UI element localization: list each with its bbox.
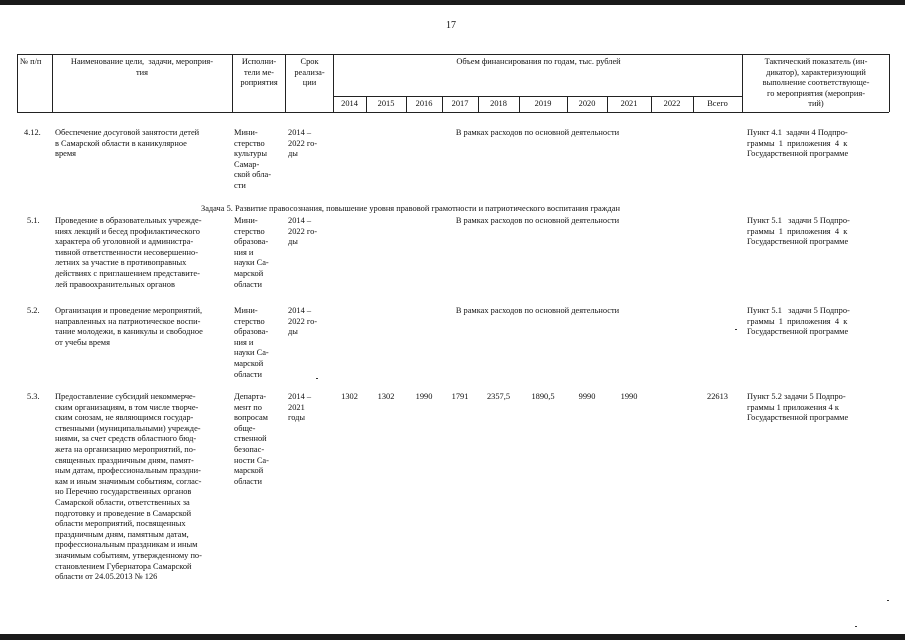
year-header-2019: 2019	[534, 99, 552, 108]
col-divider	[232, 54, 233, 112]
value-2018: 2357,5	[486, 392, 511, 401]
header-num: № п/п	[20, 57, 42, 66]
scan-border-top	[0, 0, 905, 5]
scan-speck	[855, 626, 857, 627]
value-2016: 1990	[415, 392, 433, 401]
row-indicator: Пункт 5.1 задачи 5 Подпро- граммы 1 приложения 4 к Государственной программе	[747, 216, 850, 247]
row-num: 4.12.	[24, 128, 41, 137]
year-header-2020: 2020	[578, 99, 596, 108]
header-bottom-line	[17, 112, 889, 113]
year-header-2014: 2014	[341, 99, 358, 108]
col-divider	[52, 54, 53, 112]
section-heading: Задача 5. Развитие правосознания, повышение уровня правовой грамотности и патриотического воспитания граждан	[201, 204, 620, 213]
col-divider	[742, 54, 743, 112]
row-indicator: Пункт 5.1 задачи 5 Подпро- граммы 1 приложения 4 к Государственной программе	[747, 306, 850, 337]
year-header-2015: 2015	[377, 99, 395, 108]
value-2015: 1302	[377, 392, 395, 401]
row-period: 2014 – 2021 годы	[288, 392, 312, 423]
row-funding-text: В рамках расходов по основной деятельности	[455, 128, 620, 137]
row-name: Предоставление субсидий некоммерче- ским организациям, в том числе творче- ским союзам, не являющимся государ- ственными (муниципальными) учрежде- ниями, за счет средств областного бюд- жета на организацию мероприятий, по- священных праздничным дням, памят- ным датам, профессиональным праздни- кам и иным значимым событиям, соглас- но Перечню государственных органов Самарской области, ответственных за подготовку и проведение в Самарской области мероприятий, посвященных праздничным дням, памятным датам, профессиональным праздникам и иным значимым событиям, утвержденному по- становлением Губернатора Самарской области от 24.05.2013 № 126	[55, 392, 202, 582]
value-2021: 1990	[620, 392, 638, 401]
header-period: Срок реализа- ции	[294, 57, 325, 88]
row-name: Обеспечение досуговой занятости детей в Самарской области в каникулярное время	[55, 128, 200, 159]
header-indicator: Тактический показатель (ин- дикатор), характеризующий выполнение соответствующе- го мероприятия (мероприя- тий)	[762, 57, 870, 109]
header-executor: Исполни- тели ме- роприятия	[240, 57, 278, 88]
row-executor: Мини- стерство образова- ния и науки Са- марской области	[234, 216, 269, 289]
year-header-2017: 2017	[451, 99, 469, 108]
row-executor: Мини- стерство образова- ния и науки Са- марской области	[234, 306, 269, 379]
years-row-top	[333, 96, 742, 97]
value-2017: 1791	[451, 392, 469, 401]
year-header-total: Всего	[707, 99, 728, 108]
row-name: Проведение в образовательных учрежде- ниях лекций и бесед профилактического характера об уголовной и администра- тивной ответственности несовершенно- летних за участие в противоправных действиях с приглашением представите- лей правоохранительных органов	[55, 216, 202, 289]
row-period: 2014 – 2022 го- ды	[288, 128, 318, 159]
row-name: Организация и проведение мероприятий, направленных на патриотическое воспи- тание молодежи, в каникулы и свободное от учебы время	[55, 306, 203, 347]
row-executor: Мини- стерство культуры Самар- ской обла- сти	[234, 128, 272, 190]
row-funding-text: В рамках расходов по основной деятельности	[455, 216, 620, 225]
year-header-2016: 2016	[415, 99, 433, 108]
value-2019: 1890,5	[531, 392, 555, 401]
row-period: 2014 – 2022 го- ды	[288, 216, 318, 247]
year-header-2021: 2021	[620, 99, 638, 108]
row-period: 2014 – 2022 го- ды	[288, 306, 318, 337]
page-number: 17	[446, 20, 456, 31]
year-header-2022: 2022	[663, 99, 681, 108]
value-total: 22613	[707, 392, 728, 401]
col-divider	[285, 54, 286, 112]
scan-speck	[735, 329, 737, 330]
row-executor: Департа- мент по вопросам обще- ственной безопас- ности Са- марской области	[234, 392, 269, 486]
row-num: 5.3.	[27, 392, 40, 401]
table-border-right	[889, 54, 890, 112]
header-funding: Объем финансирования по годам, тыс. рублей	[456, 57, 621, 66]
scan-speck	[316, 378, 318, 379]
table-border-left	[17, 54, 18, 112]
year-header-2018: 2018	[490, 99, 507, 108]
scan-speck	[887, 600, 889, 601]
table-border-top	[17, 54, 889, 55]
value-2020: 9990	[578, 392, 596, 401]
row-num: 5.1.	[27, 216, 40, 225]
scan-border-bottom	[0, 634, 905, 640]
header-name: Наименование цели, задачи, мероприя- тия	[70, 57, 214, 77]
row-funding-text: В рамках расходов по основной деятельности	[455, 306, 620, 315]
value-2014: 1302	[341, 392, 358, 401]
row-indicator: Пункт 5.2 задачи 5 Подпро- граммы 1 приложения 4 к Государственной программе	[747, 392, 849, 423]
row-num: 5.2.	[27, 306, 40, 315]
row-indicator: Пункт 4.1 задачи 4 Подпро- граммы 1 приложения 4 к Государственной программе	[747, 128, 849, 159]
